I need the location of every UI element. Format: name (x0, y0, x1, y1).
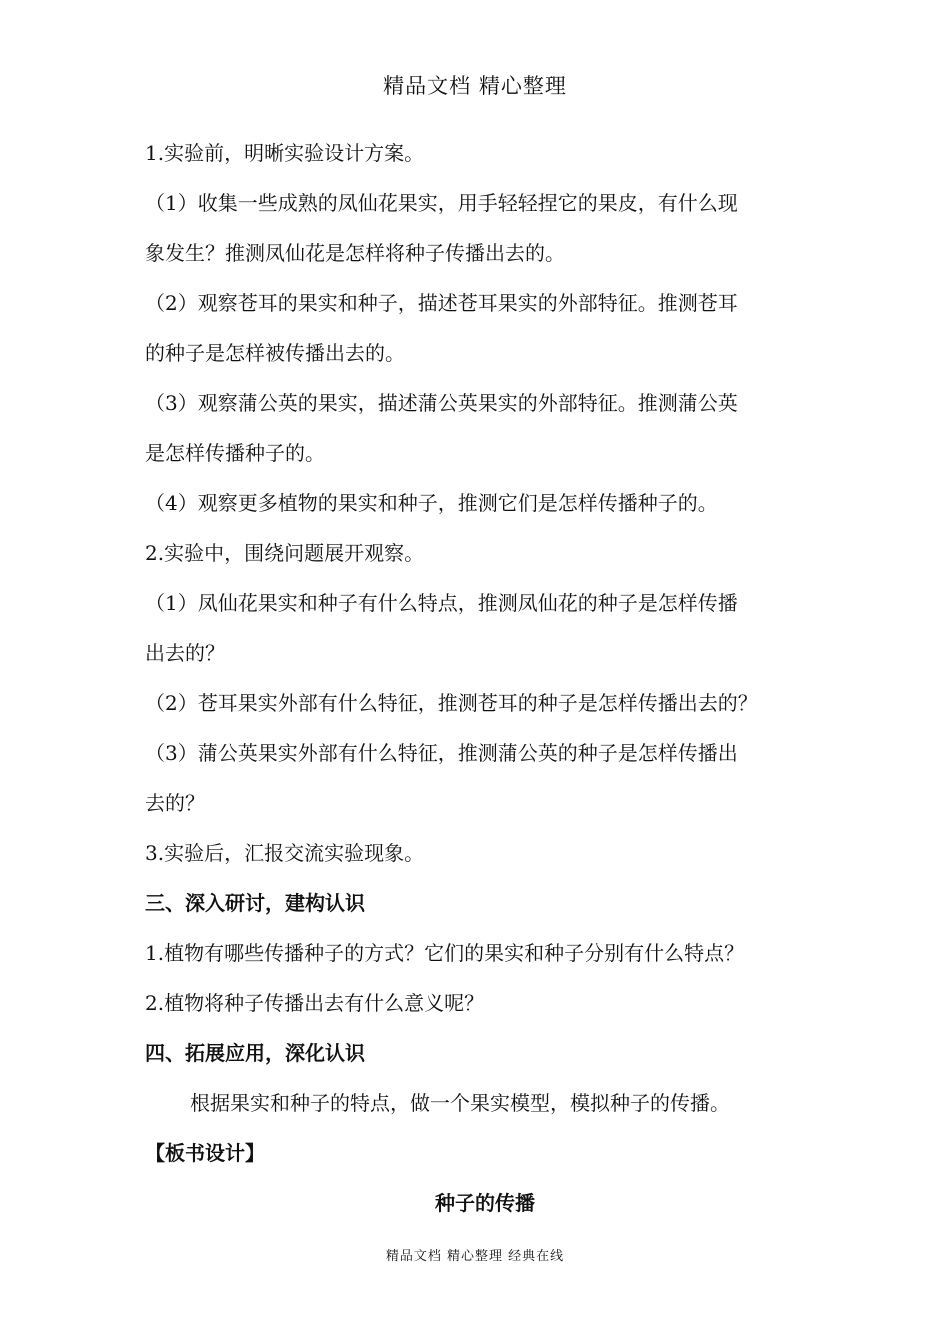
section-heading: 【板书设计】 (145, 1141, 265, 1165)
page-footer: 精品文档 精心整理 经典在线 (385, 1249, 565, 1264)
paragraph: （1）收集一些成熟的凤仙花果实，用手轻轻捏它的果皮，有什么现 (145, 191, 738, 215)
paragraph: （2）观察苍耳的果实和种子，描述苍耳果实的外部特征。推测苍耳 (145, 291, 738, 315)
paragraph: 去的？ (145, 791, 205, 815)
paragraph: 是怎样传播种子的。 (145, 441, 325, 465)
section-heading: 四、拓展应用，深化认识 (145, 1041, 365, 1065)
paragraph: 象发生？推测凤仙花是怎样将种子传播出去的。 (145, 241, 565, 265)
paragraph: （1）凤仙花果实和种子有什么特点，推测凤仙花的种子是怎样传播 (145, 591, 738, 615)
paragraph: 1.实验前，明晰实验设计方案。 (145, 141, 425, 165)
paragraph: 出去的？ (145, 641, 225, 665)
paragraph: 2.实验中，围绕问题展开观察。 (145, 541, 425, 565)
paragraph: 的种子是怎样被传播出去的。 (145, 341, 405, 365)
page-header: 精品文档 精心整理 (383, 74, 567, 98)
paragraph: （2）苍耳果实外部有什么特征，推测苍耳的种子是怎样传播出去的？ (145, 691, 758, 715)
paragraph: （3）蒲公英果实外部有什么特征，推测蒲公英的种子是怎样传播出 (145, 741, 738, 765)
paragraph: 2.植物将种子传播出去有什么意义呢？ (145, 991, 485, 1015)
paragraph: （4）观察更多植物的果实和种子，推测它们是怎样传播种子的。 (145, 491, 718, 515)
paragraph: 1.植物有哪些传播种子的方式？它们的果实和种子分别有什么特点？ (145, 941, 745, 965)
document-body (145, 128, 825, 1228)
paragraph: 3.实验后，汇报交流实验现象。 (145, 841, 425, 865)
board-title: 种子的传播 (435, 1191, 535, 1215)
section-heading: 三、深入研讨，建构认识 (145, 891, 365, 915)
paragraph: （3）观察蒲公英的果实，描述蒲公英果实的外部特征。推测蒲公英 (145, 391, 738, 415)
paragraph: 根据果实和种子的特点，做一个果实模型，模拟种子的传播。 (190, 1091, 730, 1115)
